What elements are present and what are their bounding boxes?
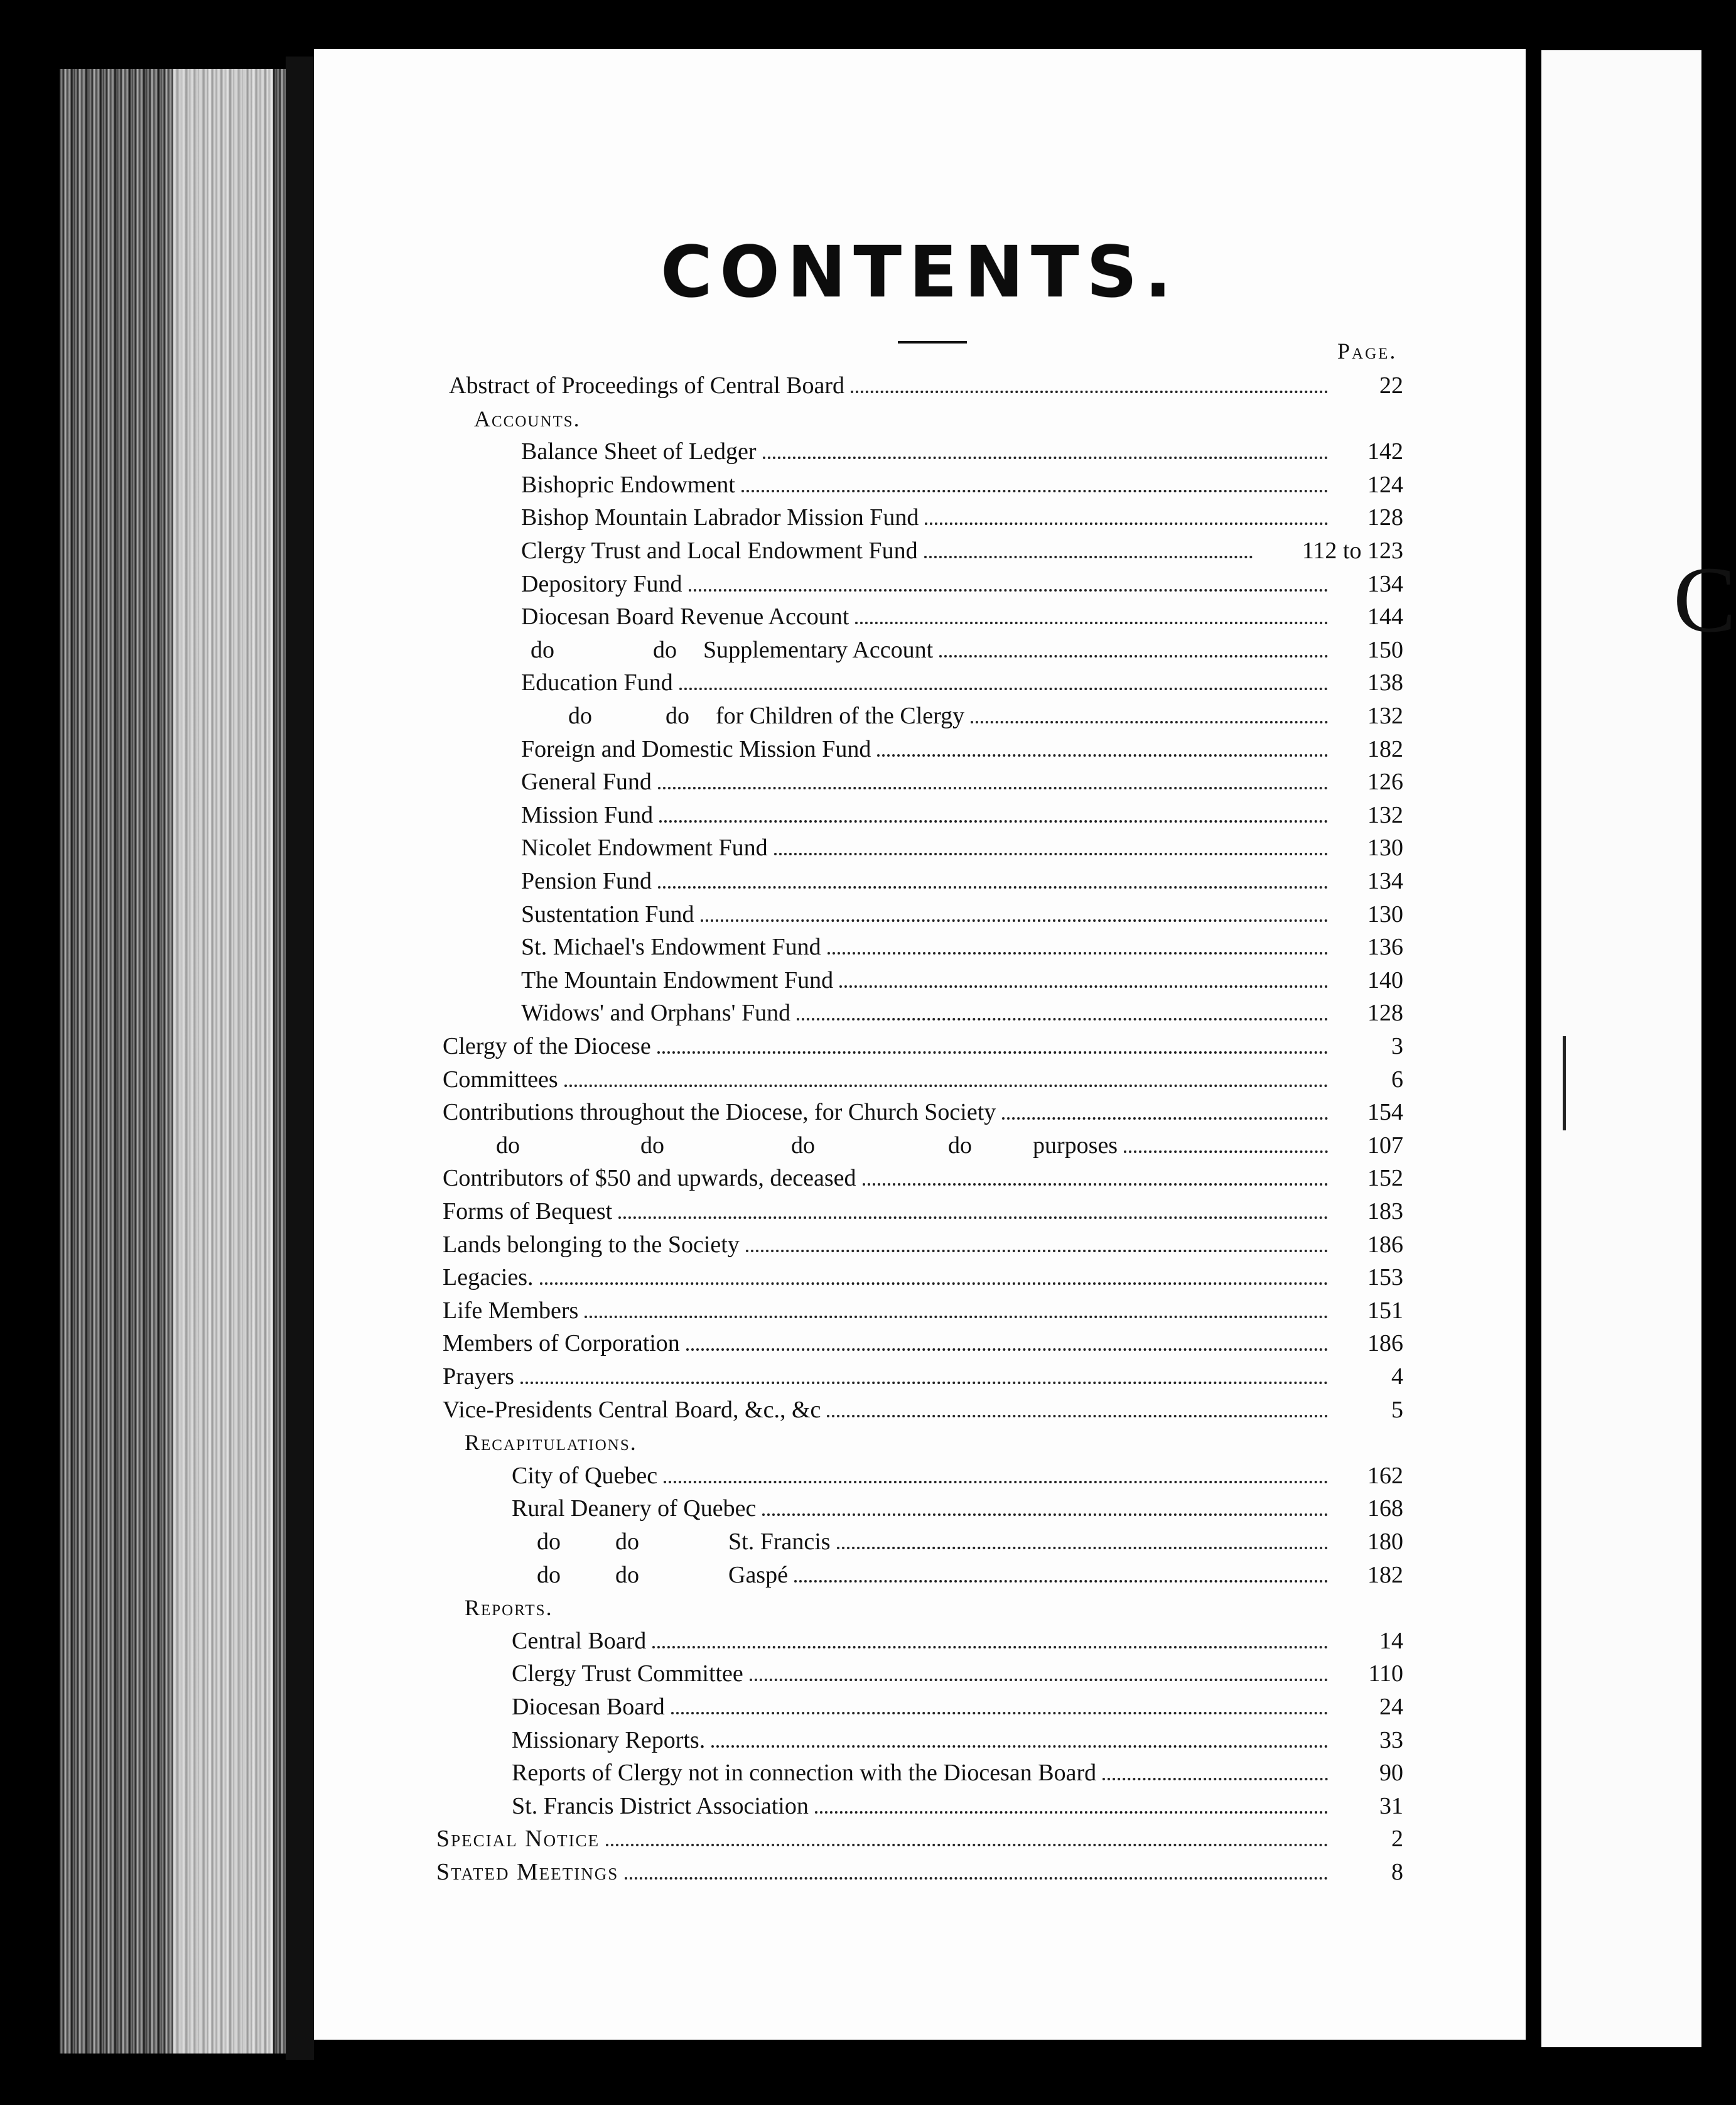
toc-entry-page: 31 <box>1379 1793 1403 1819</box>
leader-dots <box>1124 1150 1328 1153</box>
toc-entry-label: Gaspé <box>728 1562 788 1588</box>
toc-entry-label: St. Francis <box>728 1529 831 1555</box>
toc-entry <box>443 1063 1403 1096</box>
toc-entry <box>512 1790 1403 1822</box>
leader-dots <box>877 754 1328 757</box>
toc-entry-label: General Fund <box>521 769 652 795</box>
toc-entry-label: Bishopric Endowment <box>521 472 735 498</box>
toc-entry-page: 138 <box>1367 669 1403 696</box>
leader-dots <box>618 1216 1328 1219</box>
toc-entry-label: St. Francis District Association <box>512 1793 809 1819</box>
book-edge-highlight <box>173 69 273 2054</box>
toc-entry-label: Special Notice <box>436 1826 600 1852</box>
toc-entry-label: purposes <box>1033 1132 1118 1159</box>
toc-entry-label: Abstract of Proceedings of Central Board <box>449 372 844 399</box>
toc-entry <box>443 1030 1403 1063</box>
page-title: CONTENTS. <box>660 232 1179 313</box>
toc-entry-label: City of Quebec <box>512 1463 658 1489</box>
toc-entry <box>521 534 1403 567</box>
leader-dots <box>711 1745 1328 1748</box>
leader-dots <box>797 1018 1328 1020</box>
toc-entry-page: 3 <box>1391 1033 1403 1059</box>
toc-entry-page: 130 <box>1367 901 1403 928</box>
ditto-mark: do <box>653 637 677 663</box>
table-of-contents <box>314 49 1526 2040</box>
toc-entry-label: Foreign and Domestic Mission Fund <box>521 736 871 762</box>
leader-dots <box>520 1382 1328 1384</box>
toc-entry-page: 132 <box>1367 703 1403 729</box>
toc-entry-label: Members of Corporation <box>443 1330 680 1356</box>
toc-entry-label: Clergy Trust and Local Endowment Fund <box>521 538 918 564</box>
section-heading: Reports. <box>465 1595 553 1620</box>
toc-entry-label: Bishop Mountain Labrador Mission Fund <box>521 504 919 531</box>
toc-entry-page: 136 <box>1367 934 1403 960</box>
toc-entry <box>521 997 1403 1029</box>
section-heading: Accounts. <box>474 406 581 431</box>
toc-entry-label: Prayers <box>443 1363 514 1390</box>
leader-dots <box>939 655 1328 657</box>
toc-entry <box>449 369 1403 402</box>
toc-entry <box>521 964 1403 997</box>
toc-entry <box>512 1724 1403 1756</box>
toc-entry-page: 186 <box>1367 1231 1403 1258</box>
leader-dots <box>689 589 1329 592</box>
toc-entry-page: 151 <box>1367 1297 1403 1324</box>
toc-entry <box>521 468 1403 501</box>
toc-entry <box>728 1525 1403 1558</box>
leader-dots <box>762 1513 1328 1516</box>
toc-entry-page: 4 <box>1391 1363 1403 1390</box>
leader-dots <box>686 1348 1328 1351</box>
leader-dots <box>924 556 1253 558</box>
leader-dots <box>741 490 1328 492</box>
leader-dots <box>564 1085 1328 1087</box>
gutter <box>286 57 314 2060</box>
toc-entry-label: Widows' and Orphans' Fund <box>521 1000 791 1026</box>
ditto-mark: do <box>640 1132 664 1159</box>
toc-entry <box>728 1559 1403 1591</box>
leader-dots <box>664 1481 1328 1483</box>
leader-dots <box>763 457 1328 459</box>
toc-entry-page: 130 <box>1367 835 1403 861</box>
toc-entry <box>521 831 1403 864</box>
toc-entry-page: 112 to 123 <box>1302 538 1403 564</box>
toc-entry-page: 6 <box>1391 1066 1403 1093</box>
toc-entry <box>512 1756 1403 1789</box>
toc-entry <box>443 1261 1403 1294</box>
toc-entry-label: Mission Fund <box>521 802 654 828</box>
toc-entry-page: 126 <box>1367 769 1403 795</box>
toc-entry-page: 150 <box>1367 637 1403 663</box>
toc-entry-page: 90 <box>1379 1760 1403 1786</box>
leader-dots <box>863 1183 1328 1186</box>
toc-entry <box>521 766 1403 798</box>
toc-entry <box>512 1691 1403 1723</box>
toc-entry-page: 5 <box>1391 1397 1403 1423</box>
toc-entry-label: Supplementary Account <box>703 637 934 663</box>
ditto-mark: do <box>568 703 592 729</box>
toc-entry-page: 168 <box>1367 1495 1403 1522</box>
toc-entry-label: Balance Sheet of Ledger <box>521 438 757 465</box>
leader-dots <box>827 1415 1328 1417</box>
toc-entry-label: Sustentation Fund <box>521 901 694 928</box>
toc-entry-label: Missionary Reports. <box>512 1727 706 1753</box>
toc-entry-label: Legacies. <box>443 1264 534 1291</box>
toc-entry-label: Nicolet Endowment Fund <box>521 835 768 861</box>
toc-entry <box>512 1492 1403 1525</box>
leader-dots <box>839 985 1328 988</box>
facing-page <box>1541 50 1736 2047</box>
leader-dots <box>794 1580 1328 1583</box>
toc-entry-label: for Children of the Clergy <box>716 703 965 729</box>
toc-entry <box>443 1162 1403 1194</box>
toc-entry-label: Education Fund <box>521 669 673 696</box>
leader-dots <box>701 919 1328 922</box>
leader-dots <box>815 1811 1328 1814</box>
toc-entry-label: Pension Fund <box>521 868 652 894</box>
leader-dots <box>837 1547 1328 1549</box>
toc-entry-label: Life Members <box>443 1297 579 1324</box>
leader-dots <box>652 1646 1328 1648</box>
ditto-mark: do <box>615 1529 639 1555</box>
toc-entry-page: 124 <box>1367 472 1403 498</box>
toc-entry <box>521 898 1403 931</box>
toc-entry <box>512 1459 1403 1492</box>
ditto-mark: do <box>791 1132 815 1159</box>
toc-entry-label: Clergy Trust Committee <box>512 1660 743 1687</box>
toc-entry-label: Lands belonging to the Society <box>443 1231 740 1258</box>
leader-dots <box>658 886 1328 889</box>
leader-dots <box>585 1316 1328 1318</box>
toc-entry <box>443 1294 1403 1327</box>
ditto-mark: do <box>948 1132 972 1159</box>
toc-entry <box>512 1625 1403 1657</box>
book-edge <box>60 69 314 2054</box>
toc-entry <box>521 733 1403 766</box>
toc-entry-page: 2 <box>1391 1826 1403 1852</box>
leader-dots <box>1002 1117 1328 1120</box>
toc-entry-page: 140 <box>1367 967 1403 993</box>
toc-entry <box>443 1228 1403 1261</box>
leader-dots <box>1103 1778 1328 1780</box>
contents-page <box>314 49 1526 2040</box>
toc-entry <box>716 700 1403 732</box>
toc-entry-label: Vice-Presidents Central Board, &c., &c <box>443 1397 821 1423</box>
toc-entry-page: 144 <box>1367 603 1403 630</box>
toc-entry-page: 186 <box>1367 1330 1403 1356</box>
ditto-mark: do <box>615 1562 639 1588</box>
ditto-mark: do <box>537 1562 561 1588</box>
leader-dots <box>750 1679 1328 1681</box>
toc-entry <box>521 799 1403 831</box>
toc-entry-label: Stated Meetings <box>436 1859 619 1885</box>
toc-entry <box>703 634 1403 666</box>
toc-entry-label: Depository Fund <box>521 571 682 597</box>
toc-entry <box>443 1195 1403 1228</box>
leader-dots <box>671 1712 1328 1714</box>
facing-page-mark <box>1563 1036 1566 1130</box>
toc-entry-page: 142 <box>1367 438 1403 465</box>
toc-entry-page: 152 <box>1367 1165 1403 1191</box>
toc-entry-page: 153 <box>1367 1264 1403 1291</box>
toc-entry <box>443 1096 1403 1128</box>
toc-entry-page: 22 <box>1379 372 1403 399</box>
leader-dots <box>657 1051 1328 1054</box>
section-heading: Recapitulations. <box>465 1430 637 1455</box>
toc-entry-label: Forms of Bequest <box>443 1198 613 1225</box>
toc-entry-label: St. Michael's Endowment Fund <box>521 934 821 960</box>
toc-entry-label: Rural Deanery of Quebec <box>512 1495 757 1522</box>
toc-entry-label: Contributors of $50 and upwards, deceased <box>443 1165 856 1191</box>
toc-entry <box>521 865 1403 897</box>
leader-dots <box>658 787 1328 789</box>
toc-entry <box>521 931 1403 963</box>
leader-dots <box>925 522 1328 525</box>
toc-entry <box>512 1657 1403 1690</box>
toc-entry-page: 183 <box>1367 1198 1403 1225</box>
toc-entry-page: 24 <box>1379 1694 1403 1720</box>
toc-entry-page: 154 <box>1367 1099 1403 1125</box>
toc-entry <box>1033 1129 1403 1162</box>
page-column-header: Page. <box>1337 338 1398 364</box>
toc-entry-page: 14 <box>1379 1628 1403 1654</box>
leader-dots <box>540 1282 1328 1285</box>
toc-entry <box>521 666 1403 699</box>
leader-dots <box>746 1250 1328 1252</box>
leader-dots <box>679 688 1328 690</box>
toc-entry-label: Committees <box>443 1066 558 1093</box>
toc-entry-page: 134 <box>1367 868 1403 894</box>
toc-entry <box>521 435 1403 468</box>
leader-dots <box>774 853 1328 855</box>
toc-entry-page: 182 <box>1367 736 1403 762</box>
toc-entry-page: 107 <box>1367 1132 1403 1159</box>
leader-dots <box>828 952 1328 955</box>
toc-entry <box>443 1360 1403 1393</box>
leader-dots <box>659 820 1328 823</box>
toc-entry-page: 110 <box>1368 1660 1403 1687</box>
toc-entry-page: 33 <box>1379 1727 1403 1753</box>
leader-dots <box>606 1844 1328 1846</box>
leader-dots <box>625 1877 1328 1880</box>
ditto-mark: do <box>666 703 689 729</box>
leader-dots <box>971 721 1328 723</box>
toc-entry-label: Central Board <box>512 1628 647 1654</box>
ditto-mark: do <box>531 637 554 663</box>
toc-entry-page: 182 <box>1367 1562 1403 1588</box>
toc-entry-label: Diocesan Board Revenue Account <box>521 603 849 630</box>
toc-entry-page: 128 <box>1367 1000 1403 1026</box>
toc-entry-label: Clergy of the Diocese <box>443 1033 651 1059</box>
toc-entry <box>443 1393 1403 1426</box>
toc-entry-label: Reports of Clergy not in connection with the Diocesan Board <box>512 1760 1097 1786</box>
toc-entry-label: The Mountain Endowment Fund <box>521 967 834 993</box>
toc-entry-page: 134 <box>1367 571 1403 597</box>
toc-entry <box>521 568 1403 600</box>
toc-entry <box>443 1327 1403 1360</box>
toc-entry <box>436 1856 1403 1888</box>
toc-entry-page: 128 <box>1367 504 1403 531</box>
ditto-mark: do <box>537 1529 561 1555</box>
toc-entry-page: 132 <box>1367 802 1403 828</box>
leader-dots <box>851 391 1328 393</box>
toc-entry <box>521 501 1403 534</box>
toc-entry-page: 162 <box>1367 1463 1403 1489</box>
toc-entry <box>521 600 1403 633</box>
ditto-mark: do <box>496 1132 520 1159</box>
leader-dots <box>855 622 1328 624</box>
toc-entry-page: 8 <box>1391 1859 1403 1885</box>
toc-entry-page: 180 <box>1367 1529 1403 1555</box>
toc-entry-label: Contributions throughout the Diocese, for Church Society <box>443 1099 996 1125</box>
toc-entry-label: Diocesan Board <box>512 1694 665 1720</box>
facing-page-letter: C <box>1673 548 1736 652</box>
toc-entry <box>436 1822 1403 1855</box>
